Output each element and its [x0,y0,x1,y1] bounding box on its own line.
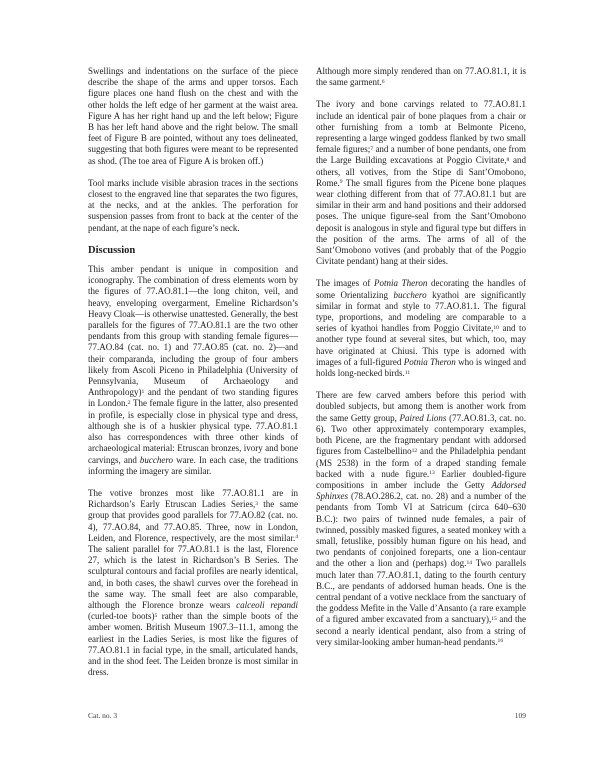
text-run: and to another type found at several sites, but which, too, may have originated at Chiusi. This type is adorned with images of a full-figured [316,323,526,367]
italic-text-run: bucchero [393,289,427,300]
text-run: and others, all votives, from the Stipe di Sant’Omobono, Rome. [316,155,526,188]
italic-text-run: Potnia Theron [374,278,428,289]
footnote-ref: 5 [154,612,158,619]
text-run: rather than the simple boots of the amber women. British Museum 1907.3–11.1, among the earliest in the Ladies Series, is most like the figures of 77.AO.81.1 in facial type, in the small, articulated hands, and in the shod feet. The Leiden bronze is most similar in dress. [88,611,298,678]
text-run: decorating the handles of some Orientalizing [316,278,526,300]
text-run: The salient parallel for 77.AO.81.1 is the last, Florence 27, which is the latest in Richardson’s B Series. The sculptural contours and facial profiles are nearly identical, and, in both cases, the shawl curves over the forehead in the same way. The small feet are also comparable, although the Florence bronze wears [88,543,298,610]
paragraph [316,99,526,267]
footer-page-number: 109 [514,711,526,720]
footnote-ref: 10 [493,324,499,331]
footnote-ref: 9 [339,179,343,186]
italic-text-run: Addorsed Sphinxes [316,479,526,502]
italic-text-run: Paired Lions [399,412,447,423]
text-run: kyathoi are significantly similar in format and style to 77.AO.81.1. The figural type, proportions, and modeling are comparable to a series of kyathoi handles from Poggio Civitate, [316,289,526,334]
text-run: The votive bronzes most like 77.AO.81.1 are in Richardson’s Early Etruscan Ladies Series, [88,487,298,510]
page-footer [88,711,526,720]
text-run: Earlier doubled-figure compositions in amber include the Getty [316,468,526,490]
footnote-ref: 16 [497,638,504,645]
text-run: and a number of bone pendants, one from the Large Building excavations at Poggio Civitate, [316,144,526,166]
paragraph [316,278,526,379]
footnote-ref: 2 [127,399,131,406]
text-run: The images of [316,278,374,289]
text-run: Tool marks include visible abrasion traces in the sections closest to the engraved line that separates the two figures, at the necks, and at the ankles. The perforation for suspension passes from front to back at the center of the pendant, at the nape of each figure’s neck. [88,177,298,233]
text-run: and the Philadelphia pendant (MS 2538) in the form of a draped standing female backed with a nude figure. [316,446,526,479]
paragraph [316,66,526,88]
footnote-ref: 3 [255,500,258,507]
text-columns [88,66,526,689]
text-run: ware. In each case, the traditions informing the imagery are similar. [88,454,298,476]
text-run: and the pendant of two standing figures in London. [88,387,298,409]
text-run: Swellings and indentations on the surface of the piece describe the shape of the arms and upper torsos. Each figure places one hand flush on the chest and with the other holds the left edge of her garment at the waist area. Figure A has her right hand up and the left below; Figure B has her left hand above and the right below. The small feet of Figure B are pointed, without any toes delineated, suggesting that both figures were meant to be represented as shod. (The toe area of Figure A is broken off.) [88,66,298,166]
text-run: Two parallels much later than 77.AO.81.1, dating to the fourth century B.C., are pendants of addorsed human heads. One is the central pendant of a votive necklace from the sanctuary of the goddess Mefite in the Valle d’Ansanto (a rare example of a figured amber excavated from a sanctuary), [316,558,526,625]
text-run: the same group that provides good parallels for 77.AO.82 (cat. no. 4), 77.AO.84, and 77.AO.85. Three, now in London, Leiden, and Florence, respectively, are the most similar. [88,499,298,543]
paragraph [88,66,298,167]
footnote-ref: 4 [295,534,298,541]
text-run: (77.AO.81.3, cat. no. 6). Two other approximately contemporary examples, both Picene, are the fragmentary pendant with addorsed figures from Castelbellino [316,412,526,457]
footnote-ref: 8 [506,156,510,163]
text-run: who is winged and holds long-necked birds. [316,356,527,379]
italic-text-run: calceoli repandi [236,599,299,610]
paragraph [88,488,298,678]
text-run: (curled-toe boots) [88,611,155,622]
column-left [88,66,298,689]
text-run: The small figures from the Picene bone plaques wear clothing different from that of 77.AO.81.1 but are similar in their arm and hand positions and their addorsed poses. The unique figure-seal from the Sant’Omobono deposit is analogous in style and figural type but differs in the position of the arms. The arms of all of the Sant’Omobono votives (and probably that of the Poggio Civitate pendant) hang at their sides. [316,177,526,267]
italic-text-run: bucchero [139,454,174,465]
column-right [316,66,526,689]
text-run: The ivory and bone carvings related to 77.AO.81.1 include an identical pair of bone plaques from a chair or other furnishing from a tomb at Belmonte Piceno, representing a large winged goddess flanked by two small female figures; [316,99,526,155]
paragraph [88,178,298,234]
footnote-ref: 12 [411,447,418,454]
text-run: (78.AO.286.2, cat. no. 28) and a number of the pendants from Tomb VI at Satricum (circa 640–630 B.C.): two pairs of twinned nude females, a pair of twinned, possibly masked figures, a seated monkey with a small, fetuslike, possibly human figure on his head, and two pendants of conjoined foreparts, one a lion-centaur and the other a lion and (perhaps) dog. [316,491,526,569]
footnote-ref: 1 [141,388,145,395]
paragraph [88,264,298,477]
footnote-ref: 14 [466,559,473,566]
footer-catalog-number: Cat. no. 3 [88,711,118,720]
section-heading: Discussion [88,244,136,256]
text-run: There are few carved ambers before this period with doubled subjects, but among them is another work from the same Getty group, [316,390,526,423]
footnote-ref: 6 [381,78,385,85]
text-run: The female figure in the latter, also presented in profile, is especially close in physical type and dress, although she is of a huskier physical type. 77.AO.81.1 also has correspondences with three other kinds of archaeological material: Etruscan bronzes, ivory and bone carvings, and [88,398,298,465]
paragraph [316,390,526,648]
footnote-ref: 7 [370,145,374,152]
text-run: and the second a nearly identical pendant, also from a string of very similar-looking amber human-head pendants. [316,614,526,647]
italic-text-run: Potnia Theron [403,356,456,367]
footnote-ref: 13 [429,470,435,477]
footnote-ref: 11 [404,369,411,376]
text-run: This amber pendant is unique in composition and iconography. The combination of dress elements worn by the figures of 77.AO.81.1—the long chiton, veil, and heavy, enveloping overgarment, Emeline Richardson’s Heavy Cloak—is otherwise unattested. Generally, the best parallels for the figures of 77.AO.81.1 are the two other pendants from this group with standing female figures—77.AO.84 (cat. no. 1) and 77.AO.85 (cat. no. 2)—and their comparanda, including the group of four ambers likely from Ascoli Piceno in Philadelphia (University of Pennsylvania, Museum of Archaeology and Anthropology) [88,264,298,398]
footnote-ref: 15 [491,615,497,622]
text-run: Although more simply rendered than on 77.AO.81.1, it is the same garment. [316,66,526,88]
